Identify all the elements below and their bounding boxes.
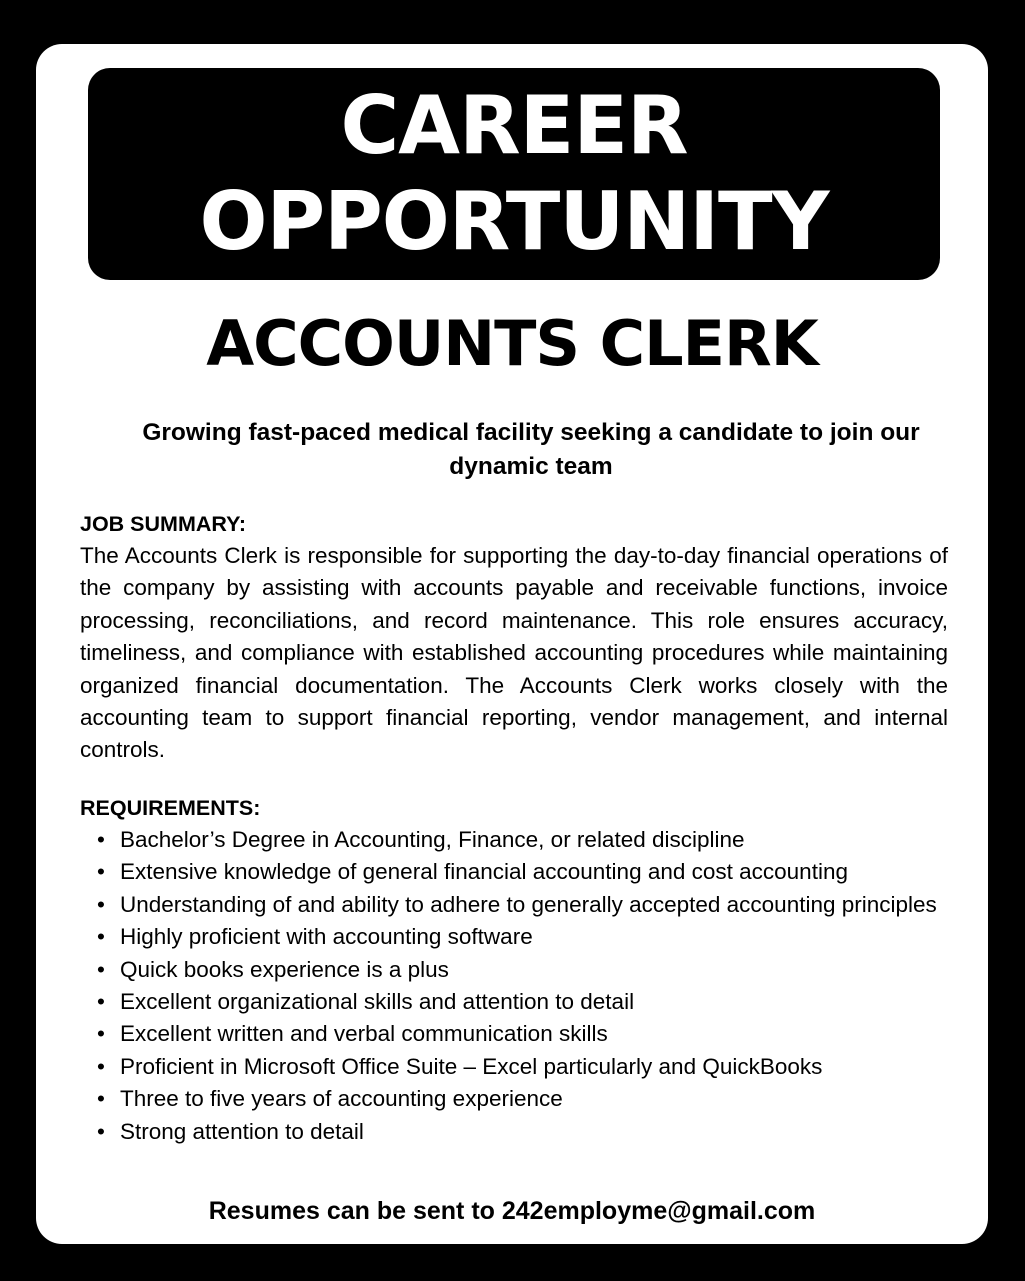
job-summary-heading: JOB SUMMARY:	[80, 512, 247, 536]
bullet-icon: •	[97, 956, 105, 982]
banner-line-opportunity: OPPORTUNITY	[199, 175, 829, 268]
requirement-item	[80, 889, 948, 921]
bullet-icon: •	[97, 1086, 105, 1112]
requirement-text: Quick books experience is a plus	[120, 956, 449, 982]
bullet-icon: •	[97, 1053, 105, 1079]
requirement-item	[80, 1018, 948, 1050]
bullet-icon: •	[97, 827, 105, 852]
requirement-text: Three to five years of accounting experience	[120, 1086, 563, 1112]
requirements-section	[80, 792, 948, 1148]
banner-line-career: CAREER	[340, 79, 688, 172]
requirement-item	[80, 1116, 948, 1148]
requirements-list	[80, 824, 948, 1148]
bullet-icon: •	[97, 1021, 105, 1047]
requirement-text: Extensive knowledge of general financial accounting and cost accounting	[120, 859, 848, 885]
bullet-icon: •	[97, 891, 105, 917]
requirements-heading: REQUIREMENTS:	[80, 796, 261, 820]
requirement-item	[80, 921, 948, 953]
requirement-text: Excellent organizational skills and attention to detail	[120, 989, 635, 1015]
requirement-text: Excellent written and verbal communication skills	[120, 1021, 608, 1047]
bullet-icon: •	[97, 1118, 105, 1144]
header-banner	[88, 68, 940, 280]
job-summary-text: The Accounts Clerk is responsible for supporting the day-to-day financial operations of the company by assisting with accounts payable and receivable functions, invoice processing, reconciliations, and record maintenance. This role ensures accuracy, timeliness, and compliance with established accounting procedures while maintaining organized financial documentation. The Accounts Clerk works closely with the accounting team to support financial reporting, vendor management, and internal controls.	[80, 543, 948, 763]
requirement-item	[80, 954, 948, 986]
requirement-item	[80, 986, 948, 1018]
requirement-item	[80, 1051, 948, 1083]
job-summary-section	[80, 508, 948, 767]
contact-email-line: Resumes can be sent to 242employme@gmail.com	[208, 1197, 816, 1225]
requirement-text: Strong attention to detail	[120, 1118, 364, 1144]
bullet-icon: •	[97, 859, 105, 885]
bullet-icon: •	[97, 989, 105, 1015]
requirement-text: Highly proficient with accounting software	[120, 924, 533, 950]
requirement-item	[80, 856, 948, 888]
job-title: ACCOUNTS CLERK	[206, 307, 818, 380]
requirement-text: Bachelor’s Degree in Accounting, Finance, or related discipline	[120, 827, 745, 852]
requirement-text: Proficient in Microsoft Office Suite – Excel particularly and QuickBooks	[120, 1053, 823, 1079]
requirement-item	[80, 1083, 948, 1115]
bullet-icon: •	[97, 924, 105, 950]
requirement-text: Understanding of and ability to adhere to generally accepted accounting principles	[120, 891, 937, 917]
requirement-item	[80, 824, 948, 856]
poster-card	[36, 44, 988, 1244]
tagline: Growing fast-paced medical facility seeking a candidate to join our dynamic team	[142, 419, 920, 480]
